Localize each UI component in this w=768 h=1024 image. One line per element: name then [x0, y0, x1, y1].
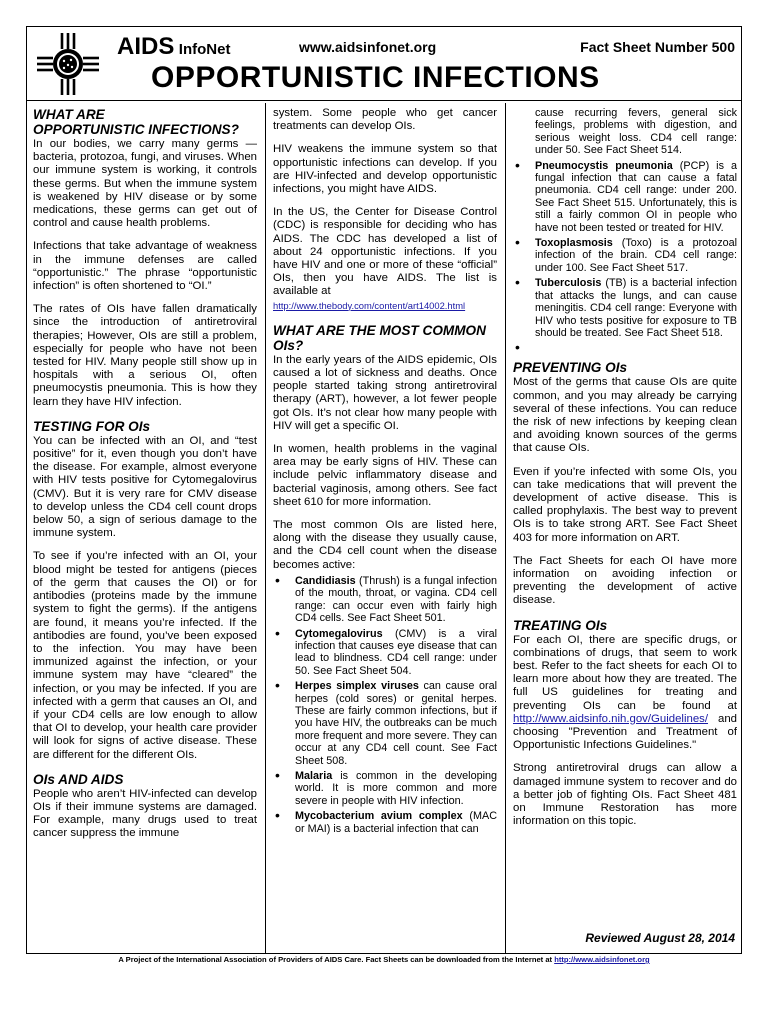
paragraph: To see if you’re infected with an OI, your blood might be tested for antigens (pieces of the germ that causes the OI) or for antibodies (proteins made by the immune system to fight the germs). If the antigens are found, it means you’re infected. If the antibodies are found, you’ve been exposed to the infection. You may have been immunized against the infection, or your immune system may have “cleared” the infection, or you may be infected. If you are infected with a germ that causes an OI, and if your CD4 cells are low enough to allow that OI to develop, your health care provider will look for signs of active disease. These are different for the different OIs. — [33, 550, 257, 761]
paragraph-text: In the US, the Center for Disease Control (CDC) is responsible for deciding who has AIDS. The CDC has developed a list of about 24 opportunistic infections. If you have HIV and one or more of these “official” OIs, then you have AIDS. The list is available at — [273, 206, 497, 298]
paragraph: People who aren’t HIV-infected can develop OIs if their immune systems are damaged. For example, many drugs used to treat cancer suppress the immune — [33, 787, 257, 840]
list-term: Pneumocystis pneumonia — [535, 159, 673, 172]
list-item — [273, 628, 497, 678]
list-text: (CMV) is a viral infection that causes eye disease that can lead to blindness. CD4 cell range: under 50. See Fact Sheet 504. — [295, 627, 497, 677]
list-term: Candidiasis — [295, 574, 356, 587]
list-term: Malaria — [295, 769, 333, 782]
brand-sub: InfoNet — [178, 41, 231, 58]
heading-line: OPPORTUNISTIC INFECTIONS? — [33, 122, 239, 137]
list-text: is common in the developing world. It is more common and more severe in people with HIV infection. — [295, 769, 497, 807]
paragraph: Strong antiretroviral drugs can allow a damaged immune system to recover and do a better job of fighting OIs. Fact Sheet 481 on Immune Restoration has more information on this topic. — [513, 762, 737, 828]
list-term: Mycobacterium avium complex — [295, 810, 463, 823]
fact-sheet-number: Fact Sheet Number 500 — [580, 39, 735, 55]
oi-list-continued — [513, 160, 737, 355]
paragraph: The rates of OIs have fallen dramatically since the introduction of antiretroviral therapies; However, OIs are still a problem, especially for people who have not been tested for HIV. Many people still show up in hospitals with a serious OI, often pneumocystis pneumonia. This is how they learn they have HIV infection. — [33, 303, 257, 408]
list-item — [273, 810, 497, 835]
page-title: OPPORTUNISTIC INFECTIONS — [151, 61, 600, 94]
paragraph-text: and choosing "Prevention and Treatment of Opportunistic Infections Guidelines." — [513, 712, 737, 752]
list-text: (MAC or MAI) is a bacterial infection that can — [295, 810, 497, 835]
list-text: (TB) is a bacterial infection that attacks the lungs, and can cause meningitis. CD4 cell range: Everyone with HIV who tests positive for exposure to TB should be treated. See Fact Sheet 518. — [535, 277, 737, 339]
zia-sun-logo-icon — [35, 31, 101, 97]
list-term: Cytomegalovirus — [295, 627, 383, 640]
list-term: Herpes simplex viruses — [295, 680, 419, 693]
list-text: can cause oral herpes (cold sores) or genital herpes. These are fairly common infections, but if you have HIV, the outbreaks can be much more frequent and more severe. They can occur at any CD4 cell count. See Fact Sheet 508. — [295, 680, 497, 767]
paragraph: system. Some people who get cancer treatments can develop OIs. — [273, 107, 497, 133]
section-heading-treating: TREATING OIs — [513, 617, 608, 633]
paragraph: The most common OIs are listed here, along with the disease they usually cause, and the CD4 cell count when the disease becomes active: — [273, 519, 497, 571]
footer — [0, 955, 768, 964]
paragraph: In the early years of the AIDS epidemic, OIs caused a lot of sickness and deaths. Once people started taking strong antiretroviral therapy (ART), however, a lot fewer people got OIs. It’s not clear how many people with HIV will get a specific OI. — [273, 353, 497, 432]
list-term: Tuberculosis — [535, 277, 602, 290]
column-2 — [273, 107, 497, 949]
paragraph: cause recurring fevers, general sick feelings, problems with digestion, and serious weight loss. CD4 cell range: under 50. See Fact Sheet 514. — [535, 107, 737, 157]
list-item — [273, 680, 497, 767]
reviewed-date: Reviewed August 28, 2014 — [585, 931, 735, 945]
paragraph-text: For each OI, there are specific drugs, or combinations of drugs, that seem to work best. Refer to the fact sheets for each OI to learn more about how they are treated. The full US guidelines for treating and preventing OIs can be found at — [513, 633, 737, 712]
brand-main: AIDS — [117, 33, 175, 60]
paragraph — [273, 206, 497, 313]
paragraph — [513, 634, 737, 753]
empty-list-item — [513, 342, 737, 354]
section-heading-most-common: WHAT ARE THE MOST COMMON OIs? — [273, 322, 486, 353]
paragraph: You can be infected with an OI, and “test positive” for it, even though you don’t have the disease. For example, almost everyone with HIV tests positive for Cytomegalovirus (CMV). But it is very rare for CMV disease to develop unless the CD4 cell count drops below 50, a sign of serious damage to the immune system. — [33, 434, 257, 540]
section-heading-ois-and-aids: OIs AND AIDS — [33, 771, 124, 787]
paragraph: In our bodies, we carry many germs — bacteria, protozoa, fungi, and viruses. When our immune system is working, it controls these germs. But when the immune system is weakened by HIV disease or by some medications, these germs can get out of control and cause health problems. — [33, 138, 257, 230]
footer-text: A Project of the International Association of Providers of AIDS Care. Fact Sheets can be downloaded from the Internet at — [118, 955, 555, 964]
list-item — [513, 160, 737, 234]
aidsinfo-guidelines-link[interactable]: http://www.aidsinfo.nih.gov/Guidelines/ — [513, 712, 709, 725]
list-term: Toxoplasmosis — [535, 237, 613, 250]
list-item — [273, 575, 497, 625]
paragraph: The Fact Sheets for each OI have more information on avoiding infection or preventing the development of active disease. — [513, 554, 737, 607]
section-heading-testing: TESTING FOR OIs — [33, 418, 151, 434]
column-3 — [513, 107, 737, 949]
column-divider — [505, 103, 506, 954]
header — [27, 27, 741, 101]
fact-sheet — [26, 26, 742, 954]
paragraph: Even if you’re infected with some OIs, you can take medications that will prevent the development of active disease. This is called prophylaxis. The best way to prevent OIs is to take strong ART. See Fact Sheet 403 for more information on ART. — [513, 465, 737, 544]
section-heading-what-are — [33, 107, 257, 137]
oi-list — [273, 575, 497, 835]
brand — [117, 33, 230, 61]
section-heading-preventing: PREVENTING OIs — [513, 360, 628, 376]
list-text: (Thrush) is a fungal infection of the mouth, throat, or vagina. CD4 cell range: can occur even with fairly high CD4 cells. See Fact Sheet 501. — [295, 574, 497, 625]
column-divider — [265, 103, 266, 954]
list-item — [273, 770, 497, 807]
paragraph: HIV weakens the immune system so that opportunistic infections can develop. If you are HIV-infected and develop opportunistic infections, you might have AIDS. — [273, 143, 497, 196]
paragraph: In women, health problems in the vaginal area may be early signs of HIV. These can include pelvic inflammatory disease and bacterial vaginosis, among others. See fact sheet 610 for more information. — [273, 443, 497, 508]
list-text: (Toxo) is a protozoal infection of the brain. CD4 cell range: under 100. See Fact Sheet 517. — [535, 237, 737, 274]
heading-line: WHAT ARE — [33, 107, 105, 122]
website-url[interactable]: www.aidsinfonet.org — [299, 39, 437, 55]
list-text: (PCP) is a fungal infection that can cause a fatal pneumonia. CD4 cell range: under 200. See Fact Sheet 515. Unfortunately, this is still a fairly common OI in people who have not been tested or treated for HIV. — [535, 159, 737, 234]
list-item — [513, 237, 737, 274]
column-1 — [33, 107, 257, 949]
footer-link[interactable]: http://www.aidsinfonet.org — [554, 955, 650, 964]
paragraph: Infections that take advantage of weakness in the immune defenses are called “opportunistic.” The phrase “opportunistic infection” is often shortened to “OI.” — [33, 240, 257, 293]
thebody-link[interactable]: http://www.thebody.com/content/art14002.html — [273, 299, 466, 311]
list-item — [513, 277, 737, 339]
paragraph: Most of the germs that cause OIs are quite common, and you may already be carrying several of these infections. You can reduce the risk of new infections by keeping clean and avoiding known sources of the germs that cause OIs. — [513, 376, 737, 455]
